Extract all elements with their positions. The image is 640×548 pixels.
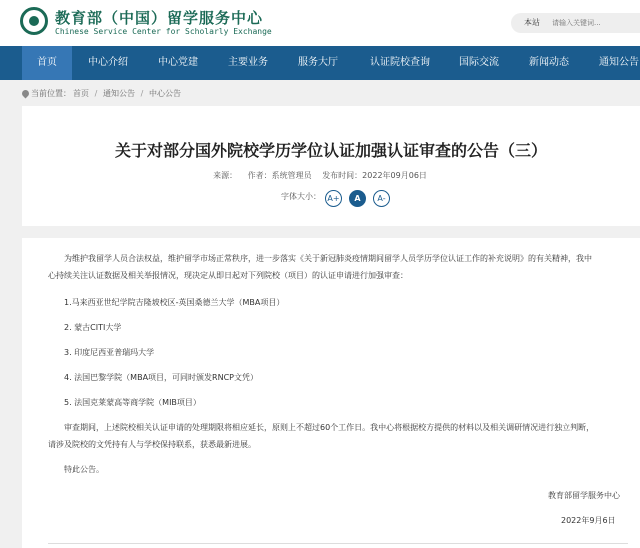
- article-author: 作者：系统管理员: [247, 171, 312, 180]
- location-icon: [21, 89, 31, 99]
- breadcrumb-center-notices[interactable]: 中心公告: [149, 89, 181, 98]
- closing-text: 特此公告。: [64, 465, 104, 474]
- breadcrumb-notices[interactable]: 通知公告: [103, 89, 135, 98]
- search-scope-select[interactable]: 本站: [524, 18, 540, 27]
- list-item: 2. 蒙古CITI大学: [64, 323, 122, 332]
- nav-item-notices[interactable]: 通知公告: [599, 57, 639, 68]
- main-nav: [0, 46, 640, 80]
- review-paragraph-line1: 审查期间，上述院校相关认证申请的处理期限将相应延长，原则上不超过60个工作日。我中心将根据校方提供的材料以及相关调研情况进行独立判断，: [64, 423, 595, 432]
- logo-title[interactable]: 教育部（中国）留学服务中心: [55, 9, 264, 27]
- nav-item-about[interactable]: 中心介绍: [88, 57, 128, 68]
- logo-subtitle: Chinese Service Center for Scholarly Exchange: [55, 27, 272, 36]
- list-item: 5. 法国克莱蒙高等商学院（MIB项目）: [64, 398, 201, 407]
- intro-paragraph-line2: 心持续关注认证数据及相关举报情况，现决定从即日起对下列院校（项目）的认证申请进行加强审查：: [48, 271, 408, 280]
- top-bar: [0, 0, 640, 46]
- font-increase-button[interactable]: A+: [325, 190, 342, 207]
- review-paragraph-line2: 请涉及院校的文凭持有人与学校保持联系，获悉最新进展。: [48, 440, 256, 449]
- list-item: 1.马来西亚世纪学院吉隆坡校区-英国桑德兰大学（MBA项目）: [64, 298, 285, 307]
- article-meta: [0, 170, 640, 181]
- breadcrumb: [22, 88, 183, 99]
- font-decrease-button[interactable]: A-: [373, 190, 390, 207]
- article-source: 来源：: [213, 171, 238, 180]
- list-item: 4. 法国巴黎学院（MBA项目，可同时颁发RNCP文凭）: [64, 373, 258, 382]
- intro-paragraph-line1: 为维护我留学人员合法权益，维护留学市场正常秩序，进一步落实《关于新冠肺炎疫情期间留学人员学历学位认证工作的补充说明》的有关精神，我中: [64, 254, 592, 263]
- nav-item-service-hall[interactable]: 服务大厅: [298, 57, 338, 68]
- search-input[interactable]: [552, 15, 638, 31]
- nav-item-news[interactable]: 新闻动态: [529, 57, 569, 68]
- nav-item-school-query[interactable]: 认证院校查询: [370, 57, 430, 68]
- article-title: 关于对部分国外院校学历学位认证加强认证审查的公告（三）: [114, 141, 547, 160]
- article-date: 发布时间：2022年09月06日: [322, 171, 427, 180]
- nav-item-home[interactable]: 首页: [22, 46, 72, 80]
- article-body-card: [22, 238, 640, 548]
- signature-date: 2022年9月6日: [561, 516, 616, 525]
- breadcrumb-separator: /: [140, 89, 144, 98]
- breadcrumb-prefix: 当前位置：: [31, 89, 71, 98]
- font-size-label: 字体大小：: [281, 192, 321, 201]
- logo-icon[interactable]: [20, 7, 48, 35]
- signature-org: 教育部留学服务中心: [548, 491, 620, 500]
- nav-item-party[interactable]: 中心党建: [158, 57, 198, 68]
- breadcrumb-separator: /: [94, 89, 98, 98]
- nav-item-business[interactable]: 主要业务: [228, 57, 268, 68]
- nav-item-international[interactable]: 国际交流: [459, 57, 499, 68]
- article-header-card: [22, 106, 640, 226]
- list-item: 3. 印度尼西亚普瑞玛大学: [64, 348, 155, 357]
- breadcrumb-home[interactable]: 首页: [73, 89, 89, 98]
- divider: [48, 543, 628, 544]
- font-normal-button[interactable]: A: [349, 190, 366, 207]
